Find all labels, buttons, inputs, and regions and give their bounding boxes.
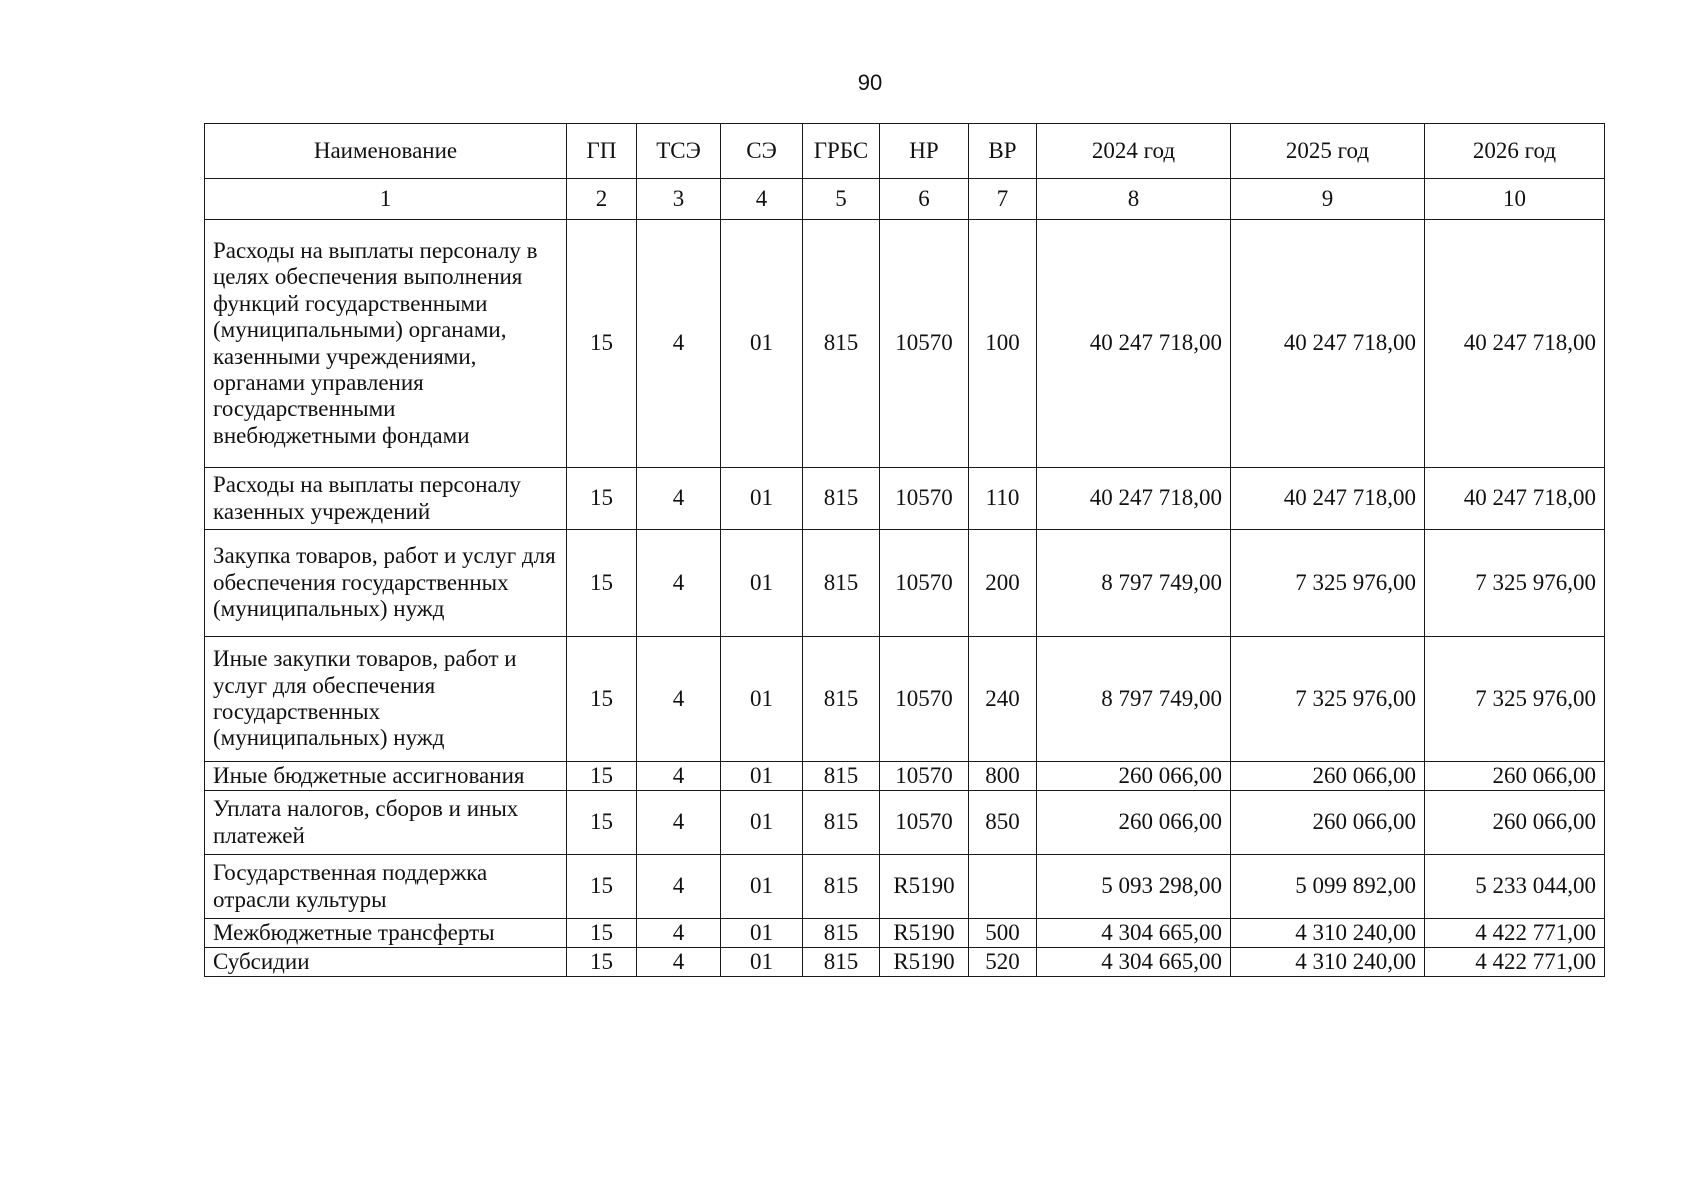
header-2026: 2026 год xyxy=(1425,124,1605,179)
row-amount-2026: 40 247 718,00 xyxy=(1425,468,1605,530)
table-row xyxy=(205,637,1605,762)
row-vr: 800 xyxy=(969,762,1037,791)
row-amount-2026: 4 422 771,00 xyxy=(1425,948,1605,977)
row-nr: 10570 xyxy=(880,762,969,791)
row-amount-2025: 7 325 976,00 xyxy=(1231,530,1425,637)
column-number: 1 xyxy=(205,179,567,220)
row-amount-2025: 4 310 240,00 xyxy=(1231,919,1425,948)
header-vr: ВР xyxy=(969,124,1037,179)
column-number: 8 xyxy=(1037,179,1231,220)
column-number: 6 xyxy=(880,179,969,220)
header-2024: 2024 год xyxy=(1037,124,1231,179)
row-se: 01 xyxy=(721,762,803,791)
row-gp: 15 xyxy=(567,637,637,762)
row-se: 01 xyxy=(721,855,803,919)
row-se: 01 xyxy=(721,220,803,468)
header-se: СЭ xyxy=(721,124,803,179)
row-amount-2025: 40 247 718,00 xyxy=(1231,468,1425,530)
row-tse: 4 xyxy=(637,220,721,468)
table-row xyxy=(205,791,1605,855)
row-gp: 15 xyxy=(567,762,637,791)
row-amount-2025: 260 066,00 xyxy=(1231,762,1425,791)
table-row xyxy=(205,220,1605,468)
row-tse: 4 xyxy=(637,791,721,855)
row-se: 01 xyxy=(721,468,803,530)
row-name: Закупка товаров, работ и услуг для обеспечения государственных (муниципальных) нужд xyxy=(205,530,567,637)
row-amount-2025: 40 247 718,00 xyxy=(1231,220,1425,468)
table-row xyxy=(205,919,1605,948)
column-number: 7 xyxy=(969,179,1037,220)
row-amount-2026: 260 066,00 xyxy=(1425,791,1605,855)
row-vr xyxy=(969,855,1037,919)
row-vr: 520 xyxy=(969,948,1037,977)
row-gp: 15 xyxy=(567,791,637,855)
column-number: 9 xyxy=(1231,179,1425,220)
row-amount-2024: 260 066,00 xyxy=(1037,762,1231,791)
row-amount-2025: 5 099 892,00 xyxy=(1231,855,1425,919)
row-amount-2024: 4 304 665,00 xyxy=(1037,948,1231,977)
row-amount-2026: 7 325 976,00 xyxy=(1425,637,1605,762)
column-number: 4 xyxy=(721,179,803,220)
row-gp: 15 xyxy=(567,530,637,637)
row-vr: 110 xyxy=(969,468,1037,530)
row-nr: 10570 xyxy=(880,468,969,530)
header-nr: НР xyxy=(880,124,969,179)
column-number: 5 xyxy=(803,179,880,220)
row-gp: 15 xyxy=(567,220,637,468)
table-row xyxy=(205,855,1605,919)
row-grbs: 815 xyxy=(803,855,880,919)
row-nr: 10570 xyxy=(880,530,969,637)
row-amount-2025: 4 310 240,00 xyxy=(1231,948,1425,977)
row-gp: 15 xyxy=(567,919,637,948)
row-tse: 4 xyxy=(637,948,721,977)
row-se: 01 xyxy=(721,530,803,637)
row-tse: 4 xyxy=(637,855,721,919)
row-amount-2025: 260 066,00 xyxy=(1231,791,1425,855)
row-amount-2024: 4 304 665,00 xyxy=(1037,919,1231,948)
row-amount-2026: 7 325 976,00 xyxy=(1425,530,1605,637)
row-grbs: 815 xyxy=(803,791,880,855)
row-amount-2024: 40 247 718,00 xyxy=(1037,468,1231,530)
row-nr: 10570 xyxy=(880,791,969,855)
row-vr: 200 xyxy=(969,530,1037,637)
row-name: Межбюджетные трансферты xyxy=(205,919,567,948)
row-name: Расходы на выплаты персоналу казенных учреждений xyxy=(205,468,567,530)
row-nr: 10570 xyxy=(880,220,969,468)
row-nr: 10570 xyxy=(880,637,969,762)
row-gp: 15 xyxy=(567,855,637,919)
table-row xyxy=(205,530,1605,637)
row-tse: 4 xyxy=(637,530,721,637)
row-name: Расходы на выплаты персоналу в целях обеспечения выполнения функций государственными (муниципальными) органами, казенными учреждениями, органами управления государственными внебюджетными фондами xyxy=(205,220,567,468)
row-grbs: 815 xyxy=(803,948,880,977)
row-amount-2024: 5 093 298,00 xyxy=(1037,855,1231,919)
row-name: Иные закупки товаров, работ и услуг для обеспечения государственных (муниципальных) нужд xyxy=(205,637,567,762)
row-se: 01 xyxy=(721,919,803,948)
row-name: Иные бюджетные ассигнования xyxy=(205,762,567,791)
row-gp: 15 xyxy=(567,948,637,977)
row-nr: R5190 xyxy=(880,948,969,977)
row-amount-2026: 260 066,00 xyxy=(1425,762,1605,791)
row-vr: 500 xyxy=(969,919,1037,948)
row-se: 01 xyxy=(721,637,803,762)
row-grbs: 815 xyxy=(803,637,880,762)
row-name: Субсидии xyxy=(205,948,567,977)
row-amount-2024: 260 066,00 xyxy=(1037,791,1231,855)
row-se: 01 xyxy=(721,791,803,855)
column-number: 10 xyxy=(1425,179,1605,220)
table-row xyxy=(205,948,1605,977)
row-amount-2024: 8 797 749,00 xyxy=(1037,637,1231,762)
row-tse: 4 xyxy=(637,468,721,530)
row-amount-2026: 5 233 044,00 xyxy=(1425,855,1605,919)
budget-table xyxy=(204,123,1605,977)
row-amount-2024: 40 247 718,00 xyxy=(1037,220,1231,468)
row-amount-2026: 40 247 718,00 xyxy=(1425,220,1605,468)
header-tse: ТСЭ xyxy=(637,124,721,179)
column-number-row xyxy=(205,179,1605,220)
column-number: 3 xyxy=(637,179,721,220)
table-row xyxy=(205,468,1605,530)
row-vr: 850 xyxy=(969,791,1037,855)
row-tse: 4 xyxy=(637,762,721,791)
row-nr: R5190 xyxy=(880,855,969,919)
row-grbs: 815 xyxy=(803,220,880,468)
row-amount-2024: 8 797 749,00 xyxy=(1037,530,1231,637)
row-se: 01 xyxy=(721,948,803,977)
table-row xyxy=(205,762,1605,791)
header-row xyxy=(205,124,1605,179)
row-nr: R5190 xyxy=(880,919,969,948)
row-vr: 100 xyxy=(969,220,1037,468)
header-grbs: ГРБС xyxy=(803,124,880,179)
row-gp: 15 xyxy=(567,468,637,530)
row-grbs: 815 xyxy=(803,468,880,530)
row-amount-2026: 4 422 771,00 xyxy=(1425,919,1605,948)
row-grbs: 815 xyxy=(803,919,880,948)
row-tse: 4 xyxy=(637,919,721,948)
row-tse: 4 xyxy=(637,637,721,762)
header-name: Наименование xyxy=(205,124,567,179)
row-amount-2025: 7 325 976,00 xyxy=(1231,637,1425,762)
row-vr: 240 xyxy=(969,637,1037,762)
page-number: 90 xyxy=(857,70,883,95)
row-name: Уплата налогов, сборов и иных платежей xyxy=(205,791,567,855)
row-grbs: 815 xyxy=(803,762,880,791)
header-gp: ГП xyxy=(567,124,637,179)
row-name: Государственная поддержка отрасли культуры xyxy=(205,855,567,919)
header-2025: 2025 год xyxy=(1231,124,1425,179)
column-number: 2 xyxy=(567,179,637,220)
row-grbs: 815 xyxy=(803,530,880,637)
